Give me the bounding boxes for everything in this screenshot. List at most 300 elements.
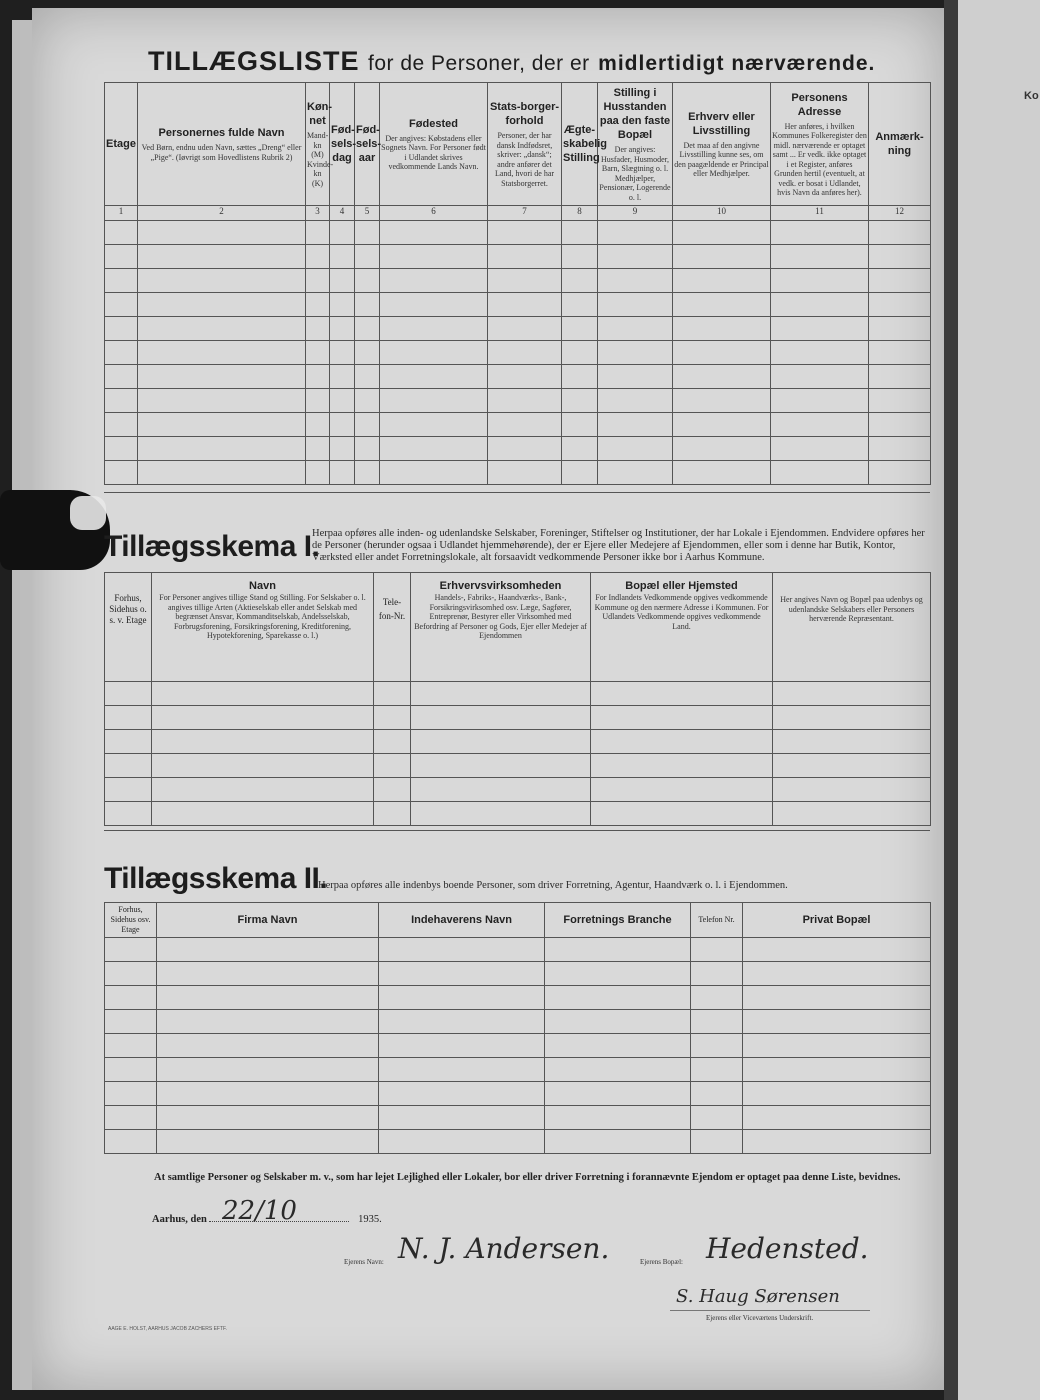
skema1-col-header-4 xyxy=(411,573,591,682)
skema2-cell[interactable] xyxy=(105,1010,157,1034)
list-cell[interactable] xyxy=(598,389,673,413)
skema1-cell[interactable] xyxy=(591,754,773,778)
signature-handwritten: S. Haug Sørensen xyxy=(676,1286,840,1307)
skema1-cell[interactable] xyxy=(152,754,374,778)
list-cell[interactable] xyxy=(562,317,598,341)
skema2-cell[interactable] xyxy=(691,938,743,962)
list-cell[interactable] xyxy=(673,341,771,365)
list-cell[interactable] xyxy=(488,341,562,365)
list-col-header-3 xyxy=(306,83,334,206)
skema2-cell[interactable] xyxy=(545,938,691,962)
skema1-row xyxy=(105,682,931,706)
list-cell[interactable] xyxy=(869,245,931,269)
list-cell[interactable] xyxy=(598,317,673,341)
skema1-cell[interactable] xyxy=(152,682,374,706)
list-cell[interactable] xyxy=(562,413,598,437)
skema2-cell[interactable] xyxy=(743,1082,931,1106)
skema2-cell[interactable] xyxy=(743,1058,931,1082)
list-cell[interactable] xyxy=(488,293,562,317)
skema2-cell[interactable] xyxy=(105,1082,157,1106)
list-col-title: Fødested xyxy=(409,117,458,130)
list-cell[interactable] xyxy=(598,461,673,485)
list-cell[interactable] xyxy=(380,293,488,317)
list-col-title: Personernes fulde Navn xyxy=(158,127,285,139)
list-cell[interactable] xyxy=(105,245,138,269)
list-cell[interactable] xyxy=(380,341,488,365)
signature-label: Ejerens eller Viceværtens Underskrift. xyxy=(706,1314,814,1322)
list-cell[interactable] xyxy=(138,389,306,413)
skema1-cell[interactable] xyxy=(105,754,152,778)
skema1-col-header-5 xyxy=(591,573,773,682)
skema2-cell[interactable] xyxy=(545,1058,691,1082)
skema2-cell[interactable] xyxy=(743,962,931,986)
skema1-cell[interactable] xyxy=(591,730,773,754)
list-cell[interactable] xyxy=(380,365,488,389)
skema1-row xyxy=(105,778,931,802)
form-title xyxy=(148,46,875,77)
list-cell[interactable] xyxy=(105,365,138,389)
skema2-cell[interactable] xyxy=(379,1010,545,1034)
skema2-row xyxy=(105,1058,931,1082)
list-cell[interactable] xyxy=(105,389,138,413)
list-cell[interactable] xyxy=(105,221,138,245)
list-cell[interactable] xyxy=(488,365,562,389)
list-cell[interactable] xyxy=(355,245,380,269)
skema2-cell[interactable] xyxy=(545,1106,691,1130)
list-cell[interactable] xyxy=(598,221,673,245)
list-cell[interactable] xyxy=(771,317,869,341)
list-cell[interactable] xyxy=(598,437,673,461)
skema2-cell[interactable] xyxy=(743,1106,931,1130)
skema2-cell[interactable] xyxy=(379,1082,545,1106)
list-col-number: 4 xyxy=(330,206,355,221)
list-cell[interactable] xyxy=(355,461,380,485)
skema2-cell[interactable] xyxy=(105,962,157,986)
list-col-number: 5 xyxy=(355,206,380,221)
skema1-cell[interactable] xyxy=(411,754,591,778)
list-cell[interactable] xyxy=(562,269,598,293)
list-cell[interactable] xyxy=(869,341,931,365)
list-cell[interactable] xyxy=(105,317,138,341)
skema1-cell[interactable] xyxy=(773,682,931,706)
skema2-cell[interactable] xyxy=(691,1034,743,1058)
list-cell[interactable] xyxy=(105,293,138,317)
list-cell[interactable] xyxy=(355,389,380,413)
skema2-cell[interactable] xyxy=(157,986,379,1010)
skema1-col-title: Erhvervsvirksomheden xyxy=(439,580,562,592)
owner-address-label: Ejerens Bopæl: xyxy=(640,1258,683,1266)
list-cell[interactable] xyxy=(869,293,931,317)
skema2-row xyxy=(105,986,931,1010)
list-cell[interactable] xyxy=(488,461,562,485)
list-cell[interactable] xyxy=(562,293,598,317)
skema1-cell[interactable] xyxy=(773,730,931,754)
list-cell[interactable] xyxy=(869,317,931,341)
list-row xyxy=(105,365,931,389)
list-col-header-6 xyxy=(380,83,488,206)
skema2-col-title: Privat Bopæl xyxy=(802,914,871,926)
list-col-title: Ægte-skabelig Stilling xyxy=(563,124,608,164)
list-cell[interactable] xyxy=(771,389,869,413)
signature-line xyxy=(670,1310,870,1311)
skema2-cell[interactable] xyxy=(105,938,157,962)
list-cell[interactable] xyxy=(138,341,306,365)
list-cell[interactable] xyxy=(330,461,355,485)
skema1-cell[interactable] xyxy=(105,682,152,706)
list-cell[interactable] xyxy=(598,365,673,389)
list-cell[interactable] xyxy=(380,413,488,437)
list-row xyxy=(105,245,931,269)
skema1-cell[interactable] xyxy=(105,706,152,730)
list-cell[interactable] xyxy=(138,413,306,437)
skema1-cell[interactable] xyxy=(374,802,411,826)
list-cell[interactable] xyxy=(306,389,330,413)
skema2-cell[interactable] xyxy=(691,1010,743,1034)
list-cell[interactable] xyxy=(138,245,306,269)
list-col-number: 8 xyxy=(562,206,598,221)
list-cell[interactable] xyxy=(771,437,869,461)
list-col-note: Personer, der har dansk Indfødsret, skriver: „dansk“; andre anfører det Land, hvori de har Statsborgerret. xyxy=(494,131,555,188)
skema2-cell[interactable] xyxy=(545,1034,691,1058)
skema2-cell[interactable] xyxy=(545,986,691,1010)
list-cell[interactable] xyxy=(673,413,771,437)
year-text: 1935. xyxy=(358,1214,382,1225)
list-cell[interactable] xyxy=(771,461,869,485)
skema1-cell[interactable] xyxy=(152,730,374,754)
list-col-title: Fød-sels-dag xyxy=(331,124,357,164)
skema2-col-header-6 xyxy=(743,903,931,938)
skema2-cell[interactable] xyxy=(157,1082,379,1106)
list-cell[interactable] xyxy=(105,461,138,485)
list-cell[interactable] xyxy=(488,245,562,269)
list-cell[interactable] xyxy=(138,317,306,341)
list-cell[interactable] xyxy=(330,269,355,293)
list-cell[interactable] xyxy=(673,269,771,293)
list-col-header-11 xyxy=(771,83,869,206)
list-cell[interactable] xyxy=(488,437,562,461)
list-cell[interactable] xyxy=(355,341,380,365)
skema2-cell[interactable] xyxy=(545,962,691,986)
list-cell[interactable] xyxy=(306,245,330,269)
skema2-cell[interactable] xyxy=(105,1106,157,1130)
skema2-cell[interactable] xyxy=(691,1106,743,1130)
list-col-number: 12 xyxy=(869,206,931,221)
skema2-cell[interactable] xyxy=(379,1034,545,1058)
list-cell[interactable] xyxy=(598,245,673,269)
list-cell[interactable] xyxy=(488,413,562,437)
skema2-cell[interactable] xyxy=(691,986,743,1010)
list-cell[interactable] xyxy=(306,341,330,365)
skema1-cell[interactable] xyxy=(105,730,152,754)
skema2-col-header-3 xyxy=(379,903,545,938)
skema2-cell[interactable] xyxy=(157,1130,379,1154)
skema2-cell[interactable] xyxy=(157,1034,379,1058)
list-cell[interactable] xyxy=(330,221,355,245)
skema2-cell[interactable] xyxy=(545,1010,691,1034)
skema2-cell[interactable] xyxy=(105,1034,157,1058)
list-cell[interactable] xyxy=(673,365,771,389)
list-col-note: Mand-kn (M) Kvinde-kn (K) xyxy=(307,131,334,188)
skema1-cell[interactable] xyxy=(591,778,773,802)
list-cell[interactable] xyxy=(138,269,306,293)
list-col-header-1 xyxy=(105,83,138,206)
list-cell[interactable] xyxy=(598,341,673,365)
list-cell[interactable] xyxy=(355,437,380,461)
list-cell[interactable] xyxy=(105,269,138,293)
skema1-cell[interactable] xyxy=(152,706,374,730)
skema1-cell[interactable] xyxy=(152,802,374,826)
skema2-cell[interactable] xyxy=(691,962,743,986)
skema2-cell[interactable] xyxy=(379,1058,545,1082)
skema2-cell[interactable] xyxy=(743,1034,931,1058)
skema1-row xyxy=(105,706,931,730)
divider-line xyxy=(104,492,930,493)
list-cell[interactable] xyxy=(330,245,355,269)
list-cell[interactable] xyxy=(138,437,306,461)
list-cell[interactable] xyxy=(562,341,598,365)
list-row xyxy=(105,269,931,293)
list-cell[interactable] xyxy=(869,389,931,413)
list-cell[interactable] xyxy=(380,461,488,485)
book-gutter xyxy=(944,0,958,1400)
skema1-cell[interactable] xyxy=(105,802,152,826)
list-cell[interactable] xyxy=(306,317,330,341)
skema2-row xyxy=(105,1082,931,1106)
list-cell[interactable] xyxy=(673,245,771,269)
list-cell[interactable] xyxy=(306,365,330,389)
skema1-cell[interactable] xyxy=(411,706,591,730)
list-cell[interactable] xyxy=(330,317,355,341)
skema1-col-header-2 xyxy=(152,573,374,682)
list-cell[interactable] xyxy=(380,437,488,461)
owner-name-label: Ejerens Navn: xyxy=(344,1258,384,1266)
skema2-cell[interactable] xyxy=(379,986,545,1010)
skema2-cell[interactable] xyxy=(743,1130,931,1154)
list-cell[interactable] xyxy=(771,221,869,245)
skema2-cell[interactable] xyxy=(691,1082,743,1106)
list-cell[interactable] xyxy=(598,293,673,317)
list-cell[interactable] xyxy=(488,269,562,293)
skema2-row xyxy=(105,1130,931,1154)
list-cell[interactable] xyxy=(138,293,306,317)
skema1-col-note: Her angives Navn og Bopæl paa udenbys og udenlandske Selskabers eller Personers herværende Repræsentant. xyxy=(780,595,923,623)
skema2-cell[interactable] xyxy=(105,1130,157,1154)
list-col-note: Der angives: Købstadens eller Sognets Navn. For Personer født i Udlandet skrives vedkommende Lands Navn. xyxy=(381,133,486,171)
title-part2: midlertidigt nærværende. xyxy=(598,52,876,75)
skema1-cell[interactable] xyxy=(411,682,591,706)
binder-clip-shine xyxy=(70,496,106,530)
list-cell[interactable] xyxy=(306,221,330,245)
skema1-cell[interactable] xyxy=(374,682,411,706)
divider-line-2 xyxy=(104,830,930,831)
skema1-cell[interactable] xyxy=(773,706,931,730)
skema2-cell[interactable] xyxy=(743,1010,931,1034)
skema2-cell[interactable] xyxy=(157,1058,379,1082)
skema1-cell[interactable] xyxy=(591,802,773,826)
skema2-row xyxy=(105,1034,931,1058)
list-cell[interactable] xyxy=(771,245,869,269)
list-cell[interactable] xyxy=(869,365,931,389)
list-cell[interactable] xyxy=(562,221,598,245)
skema1-col-header-6 xyxy=(773,573,931,682)
skema2-col-title: Forretnings Branche xyxy=(563,914,672,926)
skema2-cell[interactable] xyxy=(691,1058,743,1082)
list-col-title: Anmærk-ning xyxy=(875,131,924,157)
list-cell[interactable] xyxy=(138,365,306,389)
skema1-cell[interactable] xyxy=(374,778,411,802)
list-cell[interactable] xyxy=(673,293,771,317)
skema2-cell[interactable] xyxy=(105,986,157,1010)
list-cell[interactable] xyxy=(330,293,355,317)
list-cell[interactable] xyxy=(562,461,598,485)
list-cell[interactable] xyxy=(562,245,598,269)
list-number-row xyxy=(105,206,931,221)
skema1-row xyxy=(105,730,931,754)
list-cell[interactable] xyxy=(771,269,869,293)
list-cell[interactable] xyxy=(488,389,562,413)
skema2-cell[interactable] xyxy=(743,938,931,962)
skema2-cell[interactable] xyxy=(379,1130,545,1154)
skema2-cell[interactable] xyxy=(157,1010,379,1034)
list-cell[interactable] xyxy=(306,461,330,485)
main-list-table xyxy=(104,82,931,485)
list-cell[interactable] xyxy=(306,413,330,437)
list-cell[interactable] xyxy=(771,293,869,317)
list-row xyxy=(105,293,931,317)
list-cell[interactable] xyxy=(138,461,306,485)
skema1-cell[interactable] xyxy=(411,778,591,802)
list-cell[interactable] xyxy=(355,293,380,317)
list-col-note: Der angives: Husfader, Husmoder, Barn, Slægtning o. l. Medhjælper, Pensionær, Logerende o. l. xyxy=(599,145,671,202)
list-cell[interactable] xyxy=(869,437,931,461)
skema1-cell[interactable] xyxy=(105,778,152,802)
skema2-col-title: Firma Navn xyxy=(237,914,298,926)
list-cell[interactable] xyxy=(380,389,488,413)
list-cell[interactable] xyxy=(869,413,931,437)
list-cell[interactable] xyxy=(330,389,355,413)
list-cell[interactable] xyxy=(869,221,931,245)
list-cell[interactable] xyxy=(105,413,138,437)
skema1-col-title: Forhus, Sidehus o. s. v. Etage xyxy=(109,593,147,625)
list-cell[interactable] xyxy=(380,245,488,269)
list-cell[interactable] xyxy=(306,269,330,293)
list-cell[interactable] xyxy=(673,389,771,413)
list-cell[interactable] xyxy=(306,293,330,317)
skema1-cell[interactable] xyxy=(374,754,411,778)
skema2-cell[interactable] xyxy=(105,1058,157,1082)
list-cell[interactable] xyxy=(380,317,488,341)
skema1-cell[interactable] xyxy=(411,802,591,826)
list-cell[interactable] xyxy=(598,269,673,293)
list-cell[interactable] xyxy=(355,317,380,341)
skema2-cell[interactable] xyxy=(691,1130,743,1154)
skema2-cell[interactable] xyxy=(379,938,545,962)
skema1-col-header-3 xyxy=(374,573,411,682)
skema1-cell[interactable] xyxy=(591,706,773,730)
skema2-cell[interactable] xyxy=(157,962,379,986)
skema1-cell[interactable] xyxy=(591,682,773,706)
list-cell[interactable] xyxy=(330,413,355,437)
list-cell[interactable] xyxy=(869,269,931,293)
list-col-header-7 xyxy=(488,83,562,206)
skema2-col-header-2 xyxy=(157,903,379,938)
list-cell[interactable] xyxy=(488,221,562,245)
printer-imprint: AAGE E. HOLST, AARHUS JACOB ZACHERS EFTF. xyxy=(108,1326,227,1332)
skema1-cell[interactable] xyxy=(374,706,411,730)
list-cell[interactable] xyxy=(562,389,598,413)
list-cell[interactable] xyxy=(488,317,562,341)
list-cell[interactable] xyxy=(562,365,598,389)
skema2-row xyxy=(105,1010,931,1034)
list-cell[interactable] xyxy=(355,413,380,437)
list-cell[interactable] xyxy=(771,341,869,365)
skema2-cell[interactable] xyxy=(743,986,931,1010)
list-col-number: 11 xyxy=(771,206,869,221)
list-row xyxy=(105,221,931,245)
list-cell[interactable] xyxy=(306,437,330,461)
list-col-header-5 xyxy=(355,83,380,206)
list-cell[interactable] xyxy=(330,437,355,461)
list-cell[interactable] xyxy=(598,413,673,437)
list-cell[interactable] xyxy=(330,341,355,365)
list-col-title: Etage xyxy=(106,138,136,150)
skema2-cell[interactable] xyxy=(157,1106,379,1130)
list-row xyxy=(105,413,931,437)
list-cell[interactable] xyxy=(869,461,931,485)
list-cell[interactable] xyxy=(673,221,771,245)
skema2-cell[interactable] xyxy=(379,1106,545,1130)
skema2-col-header-1 xyxy=(105,903,157,938)
list-cell[interactable] xyxy=(355,365,380,389)
skema1-cell[interactable] xyxy=(773,778,931,802)
list-cell[interactable] xyxy=(105,341,138,365)
skema2-cell[interactable] xyxy=(545,1082,691,1106)
list-cell[interactable] xyxy=(771,365,869,389)
list-cell[interactable] xyxy=(673,437,771,461)
list-cell[interactable] xyxy=(380,221,488,245)
list-cell[interactable] xyxy=(330,365,355,389)
list-cell[interactable] xyxy=(380,269,488,293)
skema1-header-row xyxy=(105,573,931,682)
skema1-cell[interactable] xyxy=(773,802,931,826)
list-cell[interactable] xyxy=(562,437,598,461)
skema1-cell[interactable] xyxy=(152,778,374,802)
list-cell[interactable] xyxy=(105,437,138,461)
list-cell[interactable] xyxy=(355,269,380,293)
list-cell[interactable] xyxy=(673,317,771,341)
skema2-title: Tillægsskema II. xyxy=(104,862,328,895)
skema2-cell[interactable] xyxy=(545,1130,691,1154)
skema2-cell[interactable] xyxy=(157,938,379,962)
skema1-col-note: For Indlandets Vedkommende opgives vedkommende Kommune og den nærmere Adresse i Kommunen. For Udlandets Vedkommende opgives vedkommende Land. xyxy=(594,593,769,631)
skema1-cell[interactable] xyxy=(374,730,411,754)
skema2-cell[interactable] xyxy=(379,962,545,986)
list-cell[interactable] xyxy=(771,413,869,437)
skema1-description: Herpaa opføres alle inden- og udenlandske Selskaber, Foreninger, Stiftelser og Institutioner, der har Lokale i Ejendommen. Endvidere opføres her de Personer (herunder ogsaa i Udlandet hjemmehørende), der er Ejere eller Medejere af Ejendommen, eller som i denne har Butik, Kontor, Værksted eller andet Forretningslokale, alt forsaavidt vedkommende Personer ikke bor i Aarhus Kommune. xyxy=(312,528,925,563)
list-col-number: 1 xyxy=(105,206,138,221)
skema1-col-title: Navn xyxy=(249,580,276,592)
list-cell[interactable] xyxy=(355,221,380,245)
list-cell[interactable] xyxy=(138,221,306,245)
skema2-row xyxy=(105,962,931,986)
list-row xyxy=(105,389,931,413)
skema1-cell[interactable] xyxy=(773,754,931,778)
list-col-title: Personens Adresse xyxy=(791,91,848,118)
title-part1: for de Personer, der er xyxy=(368,52,590,75)
list-cell[interactable] xyxy=(673,461,771,485)
skema1-cell[interactable] xyxy=(411,730,591,754)
handwritten-date: 22/10 xyxy=(222,1196,297,1226)
